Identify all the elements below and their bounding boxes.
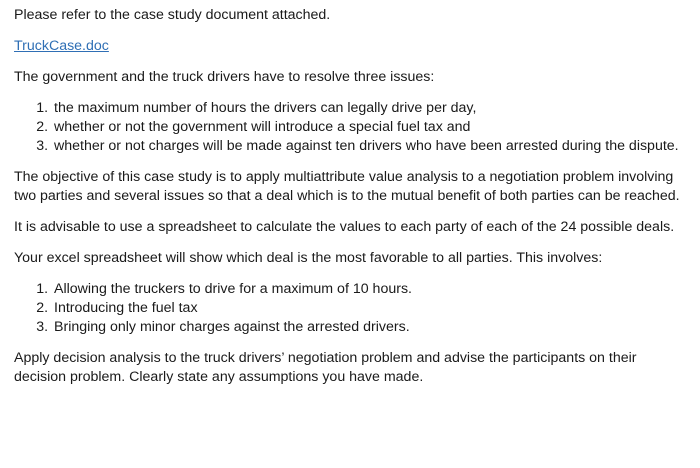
- list-item: 1. Allowing the truckers to drive for a maximum of 10 hours.: [52, 280, 686, 299]
- attachment-paragraph: [14, 37, 686, 56]
- objective-text: The objective of this case study is to apply multiattribute value analysis to a negotiation problem involving two parties and several issues so that a deal which is to the mutual benefit of both parties can be reached.: [14, 169, 680, 204]
- list-item: 2. Introducing the fuel tax: [52, 299, 686, 318]
- issues-list: [14, 99, 686, 156]
- list-item: 1. the maximum number of hours the drivers can legally drive per day,: [52, 99, 686, 118]
- task-text: Apply decision analysis to the truck drivers’ negotiation problem and advise the participants on their decision problem. Clearly state any assumptions you have made.: [14, 350, 637, 385]
- attachment-link[interactable]: TruckCase.doc: [14, 38, 109, 54]
- deal-intro: Your excel spreadsheet will show which deal is the most favorable to all parties. This involves:: [14, 250, 603, 266]
- list-item: 3. whether or not charges will be made against ten drivers who have been arrested during the dispute.: [52, 137, 686, 156]
- spreadsheet-advice: It is advisable to use a spreadsheet to calculate the values to each party of each of the 24 possible deals.: [14, 219, 675, 235]
- list-item: 3. Bringing only minor charges against the arrested drivers.: [52, 318, 686, 337]
- deal-list: [14, 280, 686, 337]
- list-item: 2. whether or not the government will introduce a special fuel tax and: [52, 118, 686, 137]
- intro-text: Please refer to the case study document attached.: [14, 7, 331, 23]
- issues-intro: The government and the truck drivers have to resolve three issues:: [14, 69, 435, 85]
